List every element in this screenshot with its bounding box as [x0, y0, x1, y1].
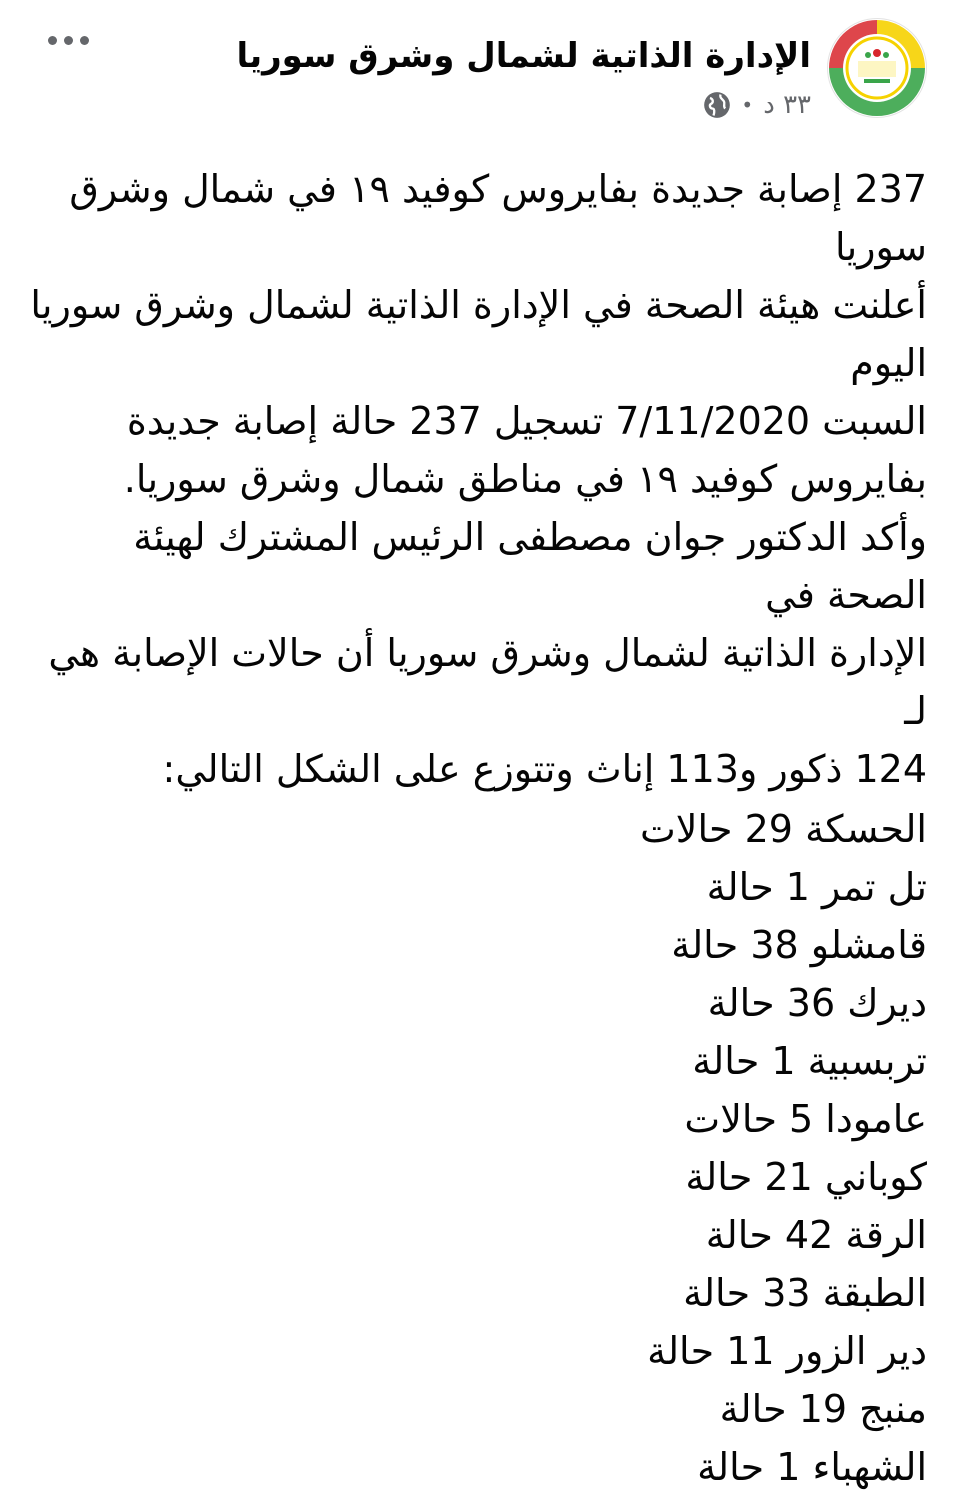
intro-line: السبت 7/11/2020 تسجيل 237 حالة إصابة جديدة: [126, 399, 927, 443]
case-row: منبج 19 حالة: [719, 1387, 927, 1431]
case-row: الحسكة 29 حالات: [640, 807, 927, 851]
case-row: ديرك 36 حالة: [707, 981, 927, 1025]
case-row: دير الزور 11 حالة: [647, 1329, 927, 1373]
meta-separator: •: [741, 93, 754, 117]
intro-line: بفايروس كوفيد ١٩ في مناطق شمال وشرق سوريا.: [123, 457, 927, 501]
page-name[interactable]: الإدارة الذاتية لشمال وشرق سوريا: [236, 36, 811, 76]
intro-line: وأكد الدكتور جوان مصطفى الرئيس المشترك لهيئة الصحة في: [133, 515, 927, 617]
intro-line: الإدارة الذاتية لشمال وشرق سوريا أن حالات الإصابة هي لـ: [48, 631, 927, 733]
globe-icon[interactable]: [703, 91, 731, 119]
case-row: الشهباء 1 حالة: [697, 1445, 927, 1489]
cases-list: [22, 800, 927, 1496]
case-row: عامودا 5 حالات: [684, 1097, 927, 1141]
intro-line: أعلنت هيئة الصحة في الإدارة الذاتية لشمال وشرق سوريا اليوم: [30, 283, 927, 385]
case-row: تربسبية 1 حالة: [692, 1039, 927, 1083]
case-row: الطبقة 33 حالة: [683, 1271, 927, 1315]
post-meta: [703, 90, 811, 120]
case-row: الرقة 42 حالة: [705, 1213, 927, 1257]
post-body: [22, 160, 927, 1496]
intro-line: 237 إصابة جديدة بفايروس كوفيد ١٩ في شمال وشرق سوريا: [69, 167, 927, 269]
post-header: [28, 18, 927, 128]
case-row: تل تمر 1 حالة: [706, 865, 927, 909]
post-time[interactable]: ٣٣ د: [763, 90, 811, 120]
organization-logo-icon: [828, 19, 926, 117]
case-row: قامشلو 38 حالة: [671, 923, 927, 967]
intro-line: 124 ذكور و113 إناث وتتوزع على الشكل التالي:: [162, 747, 927, 791]
more-options-icon[interactable]: [42, 30, 95, 51]
case-row: كوباني 21 حالة: [685, 1155, 927, 1199]
page-avatar[interactable]: [827, 18, 927, 118]
